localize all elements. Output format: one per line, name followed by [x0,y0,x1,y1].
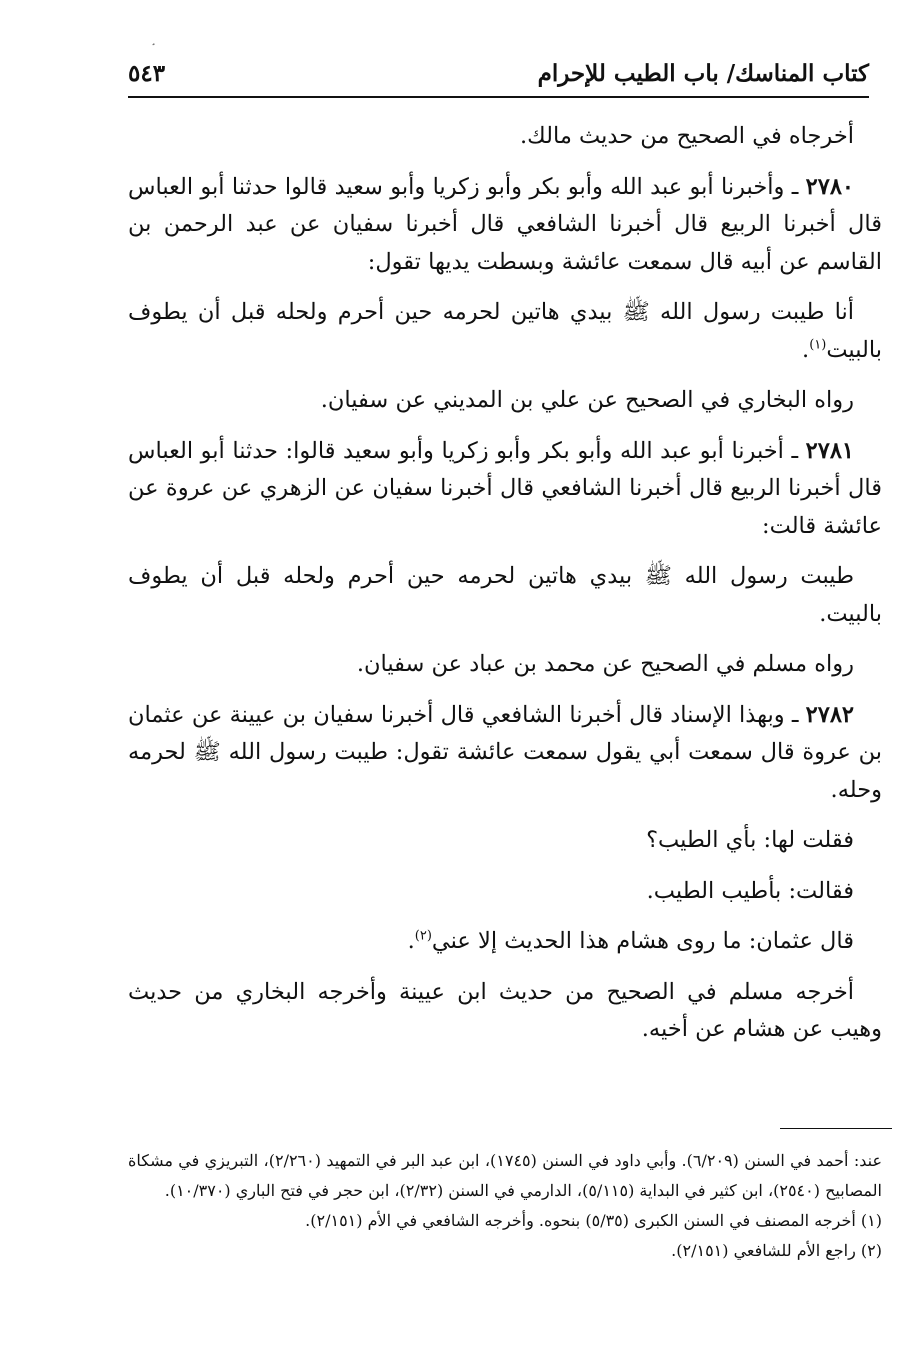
page-number: ٥٤٣ [128,59,166,87]
hadith-number: ٢٧٨٢ [805,701,854,728]
running-title: كتاب المناسك/ باب الطيب للإحرام [537,59,869,87]
hadith-2782: ٢٧٨٢ ـ وبهذا الإسناد قال أخبرنا الشافعي قال أخبرنا سفيان بن عيينة عن عثمان بن عروة قال سمعت أبي يقول سمعت عائشة تقول: طيبت رسول الله ﷺ لحرمه وحله. [128,701,882,803]
hadith-number: ٢٧٨١ [805,437,854,464]
page-header [128,55,869,91]
footnote-2: (٢) راجع الأم للشافعي (٢/١٥١). [671,1241,882,1260]
paragraph: أخرجاه في الصحيح من حديث مالك. [520,123,854,149]
hadith-number: ٢٧٨٠ [805,173,854,200]
footnote-continued: عند: أحمد في السنن (٦/٢٠٩). وأبي داود في السنن (١٧٤٥)، ابن عبد البر في التمهيد (٢/٢٦٠)، التبريزي في مشكاة المصابيح (٢٥٤٠)، ابن كثير في البداية (٥/١١٥)، الدارمي في السنن (٢/٣٢)، ابن حجر في فتح الباري (١٠/٣٧٠). [128,1151,882,1200]
hadith-2780: ٢٧٨٠ ـ وأخبرنا أبو عبد الله وأبو بكر وأبو زكريا وأبو سعيد قالوا حدثنا أبو العباس قال أخبرنا الربيع قال أخبرنا الشافعي قال أخبرنا سفيان عن عبد الرحمن بن القاسم عن أبيه قال سمعت عائشة وبسطت يديها تقول: [128,173,882,275]
hadith-text: طيبت رسول الله ﷺ بيدي هاتين لحرمه حين أحرم ولحله قبل أن يطوف بالبيت. [128,563,882,627]
hadith-text: أنا طيبت رسول الله ﷺ بيدي هاتين لحرمه حين أحرم ولحله قبل أن يطوف بالبيت$^{(١)}$. [128,299,882,363]
paragraph: فقلت لها: بأي الطيب؟ [646,827,854,853]
footnote-1: (١) أخرجه المصنف في السنن الكبرى (٥/٣٥) بنحوه. وأخرجه الشافعي في الأم (٢/١٥١). [305,1211,882,1230]
paragraph: رواه البخاري في الصحيح عن علي بن المديني عن سفيان. [320,387,854,413]
header-rule [128,96,869,98]
paragraph: فقالت: بأطيب الطيب. [646,877,854,904]
footnotes [128,1146,882,1266]
footnote-ref-1[interactable]: (١) [809,337,827,352]
hadith-2781: ٢٧٨١ ـ أخبرنا أبو عبد الله وأبو بكر وأبو زكريا وأبو سعيد قالوا: حدثنا أبو العباس قال أخبرنا الربيع قال أخبرنا الشافعي قال أخبرنا سفيان عن الزهري عن عروة عن عائشة قالت: [128,437,882,539]
footnote-rule [780,1128,892,1129]
paragraph: قال عثمان: ما روى هشام هذا الحديث إلا عني$^{(٢)}$. [407,928,854,954]
footnote-ref-2[interactable]: (٢) [414,928,432,944]
scan-mark: ¸ [151,35,156,46]
paragraph: أخرجه مسلم في الصحيح من حديث ابن عيينة وأخرجه البخاري من حديث وهيب عن هشام عن أخيه. [128,978,882,1042]
paragraph: رواه مسلم في الصحيح عن محمد بن عباد عن سفيان. [356,651,854,677]
main-text [128,118,882,1062]
